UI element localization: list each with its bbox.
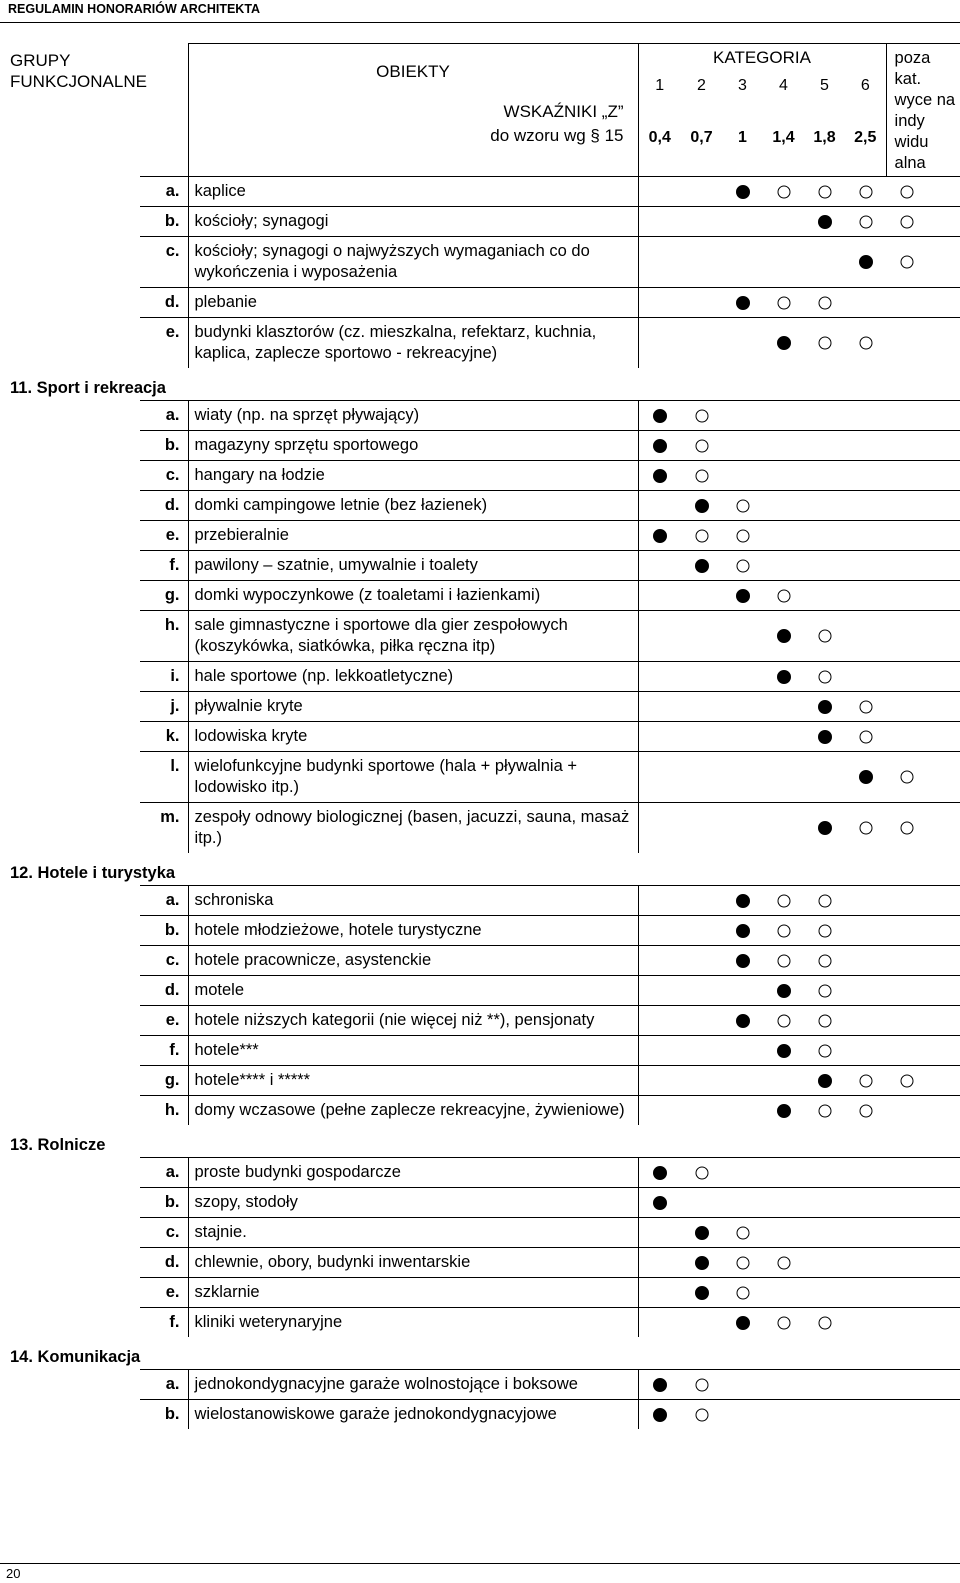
category-number-2: 2 <box>697 77 706 94</box>
item-letter: g. <box>140 1066 188 1096</box>
category-marks-cell <box>638 288 960 318</box>
objects-header: OBIEKTY <box>188 44 638 101</box>
open-circle-icon <box>777 894 790 907</box>
item-letter: h. <box>140 1096 188 1126</box>
group-column-spacer <box>0 662 140 692</box>
category-number-5: 5 <box>820 77 829 94</box>
category-number-4: 4 <box>779 77 788 94</box>
object-row <box>0 431 960 461</box>
group-column-spacer <box>0 803 140 854</box>
open-circle-icon <box>777 589 790 602</box>
object-row <box>0 976 960 1006</box>
open-circle-icon <box>818 1044 831 1057</box>
open-circle-icon <box>859 1104 872 1117</box>
indicator-value-2: 0,7 <box>690 129 713 146</box>
object-description: hale sportowe (np. lekkoatletyczne) <box>188 662 638 692</box>
open-circle-icon <box>818 670 831 683</box>
object-description: hotele niższych kategorii (nie więcej niż **), pensjonaty <box>188 1006 638 1036</box>
object-description: kościoły; synagogi o najwyższych wymaganiach co do wykończenia i wyposażenia <box>188 237 638 288</box>
object-row <box>0 1218 960 1248</box>
open-circle-icon <box>695 1166 708 1179</box>
object-description: zespoły odnowy biologicznej (basen, jacuzzi, sauna, masaż itp.) <box>188 803 638 854</box>
category-marks-cell <box>638 946 960 976</box>
open-circle-icon <box>859 185 872 198</box>
object-description: pawilony – szatnie, umywalnie i toalety <box>188 551 638 581</box>
item-letter: e. <box>140 318 188 369</box>
open-circle-icon <box>818 1104 831 1117</box>
filled-circle-icon <box>818 821 832 835</box>
object-description: kliniki weterynaryjne <box>188 1308 638 1338</box>
category-marks-cell <box>638 752 960 803</box>
group-column-spacer <box>0 946 140 976</box>
group-title: 14. Komunikacja <box>10 1348 141 1366</box>
object-description: chlewnie, obory, budynki inwentarskie <box>188 1248 638 1278</box>
open-circle-icon <box>695 409 708 422</box>
open-circle-icon <box>777 954 790 967</box>
item-letter: d. <box>140 976 188 1006</box>
group-column-spacer <box>0 1308 140 1338</box>
category-marks-cell <box>638 1096 960 1126</box>
object-row <box>0 318 960 369</box>
category-marks-cell <box>638 1188 960 1218</box>
filled-circle-icon <box>818 730 832 744</box>
filled-circle-icon <box>777 1104 791 1118</box>
open-circle-icon <box>900 256 913 269</box>
indicator-value-4: 1,4 <box>772 129 795 146</box>
page-number: 20 <box>6 1566 21 1581</box>
open-circle-icon <box>900 822 913 835</box>
group-column-spacer <box>0 1400 140 1430</box>
open-circle-icon <box>900 185 913 198</box>
group-column-spacer <box>0 521 140 551</box>
filled-circle-icon <box>777 629 791 643</box>
open-circle-icon <box>777 924 790 937</box>
object-row <box>0 916 960 946</box>
category-marks-cell <box>638 803 960 854</box>
group-column-spacer <box>0 461 140 491</box>
open-circle-icon <box>818 894 831 907</box>
category-marks-cell <box>638 401 960 431</box>
group-column-spacer <box>0 288 140 318</box>
item-letter: f. <box>140 551 188 581</box>
open-circle-icon <box>695 469 708 482</box>
category-marks-cell <box>638 207 960 237</box>
object-row <box>0 1036 960 1066</box>
groups-header-line1: GRUPY <box>10 50 71 70</box>
object-row <box>0 1370 960 1400</box>
object-row <box>0 1400 960 1430</box>
group-title-row <box>0 1125 960 1158</box>
object-row <box>0 1066 960 1096</box>
object-row <box>0 401 960 431</box>
group-column-spacer <box>0 551 140 581</box>
group-column-spacer <box>0 1188 140 1218</box>
open-circle-icon <box>900 771 913 784</box>
group-column-spacer <box>0 1006 140 1036</box>
group-column-spacer <box>0 722 140 752</box>
group-title: 11. Sport i rekreacja <box>10 379 166 397</box>
item-letter: e. <box>140 521 188 551</box>
item-letter: e. <box>140 1006 188 1036</box>
object-row <box>0 581 960 611</box>
open-circle-icon <box>777 1014 790 1027</box>
item-letter: j. <box>140 692 188 722</box>
open-circle-icon <box>736 529 749 542</box>
open-circle-icon <box>818 630 831 643</box>
item-letter: c. <box>140 461 188 491</box>
open-circle-icon <box>736 1286 749 1299</box>
object-description: stajnie. <box>188 1218 638 1248</box>
filled-circle-icon <box>736 1316 750 1330</box>
open-circle-icon <box>736 559 749 572</box>
category-marks-cell <box>638 722 960 752</box>
item-letter: b. <box>140 1400 188 1430</box>
category-marks-cell <box>638 1278 960 1308</box>
open-circle-icon <box>818 954 831 967</box>
open-circle-icon <box>736 499 749 512</box>
object-row <box>0 288 960 318</box>
category-marks-cell <box>638 1308 960 1338</box>
filled-circle-icon <box>736 954 750 968</box>
group-column-spacer <box>0 491 140 521</box>
item-letter: d. <box>140 1248 188 1278</box>
open-circle-icon <box>736 1226 749 1239</box>
group-column-spacer <box>0 752 140 803</box>
object-row <box>0 752 960 803</box>
open-circle-icon <box>736 1256 749 1269</box>
group-column-spacer <box>0 207 140 237</box>
object-row <box>0 237 960 288</box>
category-marks-cell <box>638 611 960 662</box>
object-description: hotele*** <box>188 1036 638 1066</box>
item-letter: k. <box>140 722 188 752</box>
object-description: hotele pracownicze, asystenckie <box>188 946 638 976</box>
open-circle-icon <box>859 337 872 350</box>
group-title: 13. Rolnicze <box>10 1136 106 1154</box>
groups-header-line2: FUNKCJONALNE <box>10 71 147 91</box>
item-letter: c. <box>140 946 188 976</box>
indicator-value-3: 1 <box>738 129 747 146</box>
outside-category-header: poza kat. wyce na indy widu alna <box>886 44 960 177</box>
filled-circle-icon <box>818 700 832 714</box>
item-letter: b. <box>140 1188 188 1218</box>
object-row <box>0 662 960 692</box>
item-letter: a. <box>140 886 188 916</box>
category-marks-cell <box>638 521 960 551</box>
filled-circle-icon <box>653 1166 667 1180</box>
open-circle-icon <box>777 1316 790 1329</box>
filled-circle-icon <box>695 499 709 513</box>
item-letter: e. <box>140 1278 188 1308</box>
group-column-spacer <box>0 1036 140 1066</box>
category-marks-cell <box>638 1248 960 1278</box>
object-row <box>0 946 960 976</box>
filled-circle-icon <box>653 469 667 483</box>
group-column-spacer <box>0 1158 140 1188</box>
item-letter: f. <box>140 1036 188 1066</box>
open-circle-icon <box>900 215 913 228</box>
category-marks-cell <box>638 491 960 521</box>
open-circle-icon <box>818 1014 831 1027</box>
object-row <box>0 1158 960 1188</box>
object-row <box>0 722 960 752</box>
group-column-spacer <box>0 401 140 431</box>
group-column-spacer <box>0 318 140 369</box>
document-header: REGULAMIN HONORARIÓW ARCHITEKTA <box>8 2 261 16</box>
groups-header <box>0 44 188 177</box>
group-title-row <box>0 368 960 401</box>
category-marks-cell <box>638 662 960 692</box>
object-description: magazyny sprzętu sportowego <box>188 431 638 461</box>
group-column-spacer <box>0 976 140 1006</box>
filled-circle-icon <box>777 984 791 998</box>
group-column-spacer <box>0 1278 140 1308</box>
filled-circle-icon <box>653 439 667 453</box>
group-column-spacer <box>0 177 140 207</box>
group-column-spacer <box>0 916 140 946</box>
object-description: sale gimnastyczne i sportowe dla gier zespołowych (koszykówka, siatkówka, piłka ręczna itp) <box>188 611 638 662</box>
item-letter: d. <box>140 288 188 318</box>
filled-circle-icon <box>695 1286 709 1300</box>
group-column-spacer <box>0 1248 140 1278</box>
group-column-spacer <box>0 237 140 288</box>
indicator-value-5: 1,8 <box>813 129 836 146</box>
open-circle-icon <box>818 924 831 937</box>
item-letter: c. <box>140 237 188 288</box>
object-row <box>0 1278 960 1308</box>
object-row <box>0 551 960 581</box>
object-description: budynki klasztorów (cz. mieszkalna, refektarz, kuchnia, kaplica, zaplecze sportowo - rekreacyjne) <box>188 318 638 369</box>
object-description: lodowiska kryte <box>188 722 638 752</box>
category-marks-cell <box>638 1218 960 1248</box>
object-description: szopy, stodoły <box>188 1188 638 1218</box>
item-letter: b. <box>140 916 188 946</box>
open-circle-icon <box>777 296 790 309</box>
open-circle-icon <box>859 215 872 228</box>
object-row <box>0 692 960 722</box>
category-marks-cell <box>638 318 960 369</box>
object-row <box>0 207 960 237</box>
object-description: przebieralnie <box>188 521 638 551</box>
filled-circle-icon <box>653 409 667 423</box>
group-column-spacer <box>0 1218 140 1248</box>
item-letter: m. <box>140 803 188 854</box>
indicators-header-line1: WSKAŹNIKI „Z” <box>503 102 624 121</box>
group-column-spacer <box>0 1370 140 1400</box>
group-column-spacer <box>0 581 140 611</box>
item-letter: a. <box>140 1370 188 1400</box>
filled-circle-icon <box>859 255 873 269</box>
open-circle-icon <box>818 1316 831 1329</box>
object-row <box>0 803 960 854</box>
group-column-spacer <box>0 1066 140 1096</box>
object-row <box>0 521 960 551</box>
item-letter: h. <box>140 611 188 662</box>
object-row <box>0 1096 960 1126</box>
object-description: domki wypoczynkowe (z toaletami i łazienkami) <box>188 581 638 611</box>
object-description: motele <box>188 976 638 1006</box>
filled-circle-icon <box>818 1074 832 1088</box>
object-description: wiaty (np. na sprzęt pływający) <box>188 401 638 431</box>
open-circle-icon <box>859 700 872 713</box>
item-letter: b. <box>140 207 188 237</box>
object-description: pływalnie kryte <box>188 692 638 722</box>
category-marks-cell <box>638 1400 960 1430</box>
open-circle-icon <box>695 1378 708 1391</box>
open-circle-icon <box>859 822 872 835</box>
fee-category-table <box>0 43 960 1429</box>
fee-category-table-wrap <box>0 43 960 1429</box>
object-row <box>0 491 960 521</box>
open-circle-icon <box>777 185 790 198</box>
item-letter: c. <box>140 1218 188 1248</box>
filled-circle-icon <box>736 185 750 199</box>
indicator-value-1: 0,4 <box>638 100 681 177</box>
object-row <box>0 611 960 662</box>
filled-circle-icon <box>736 589 750 603</box>
category-marks-cell <box>638 431 960 461</box>
item-letter: i. <box>140 662 188 692</box>
group-column-spacer <box>0 431 140 461</box>
filled-circle-icon <box>736 1014 750 1028</box>
object-description: plebanie <box>188 288 638 318</box>
filled-circle-icon <box>695 1226 709 1240</box>
open-circle-icon <box>818 185 831 198</box>
group-column-spacer <box>0 611 140 662</box>
category-marks-cell <box>638 551 960 581</box>
item-letter: a. <box>140 177 188 207</box>
object-description: proste budynki gospodarcze <box>188 1158 638 1188</box>
indicator-value-6: 2,5 <box>854 129 877 146</box>
object-row <box>0 1188 960 1218</box>
group-title-row <box>0 853 960 886</box>
group-column-spacer <box>0 692 140 722</box>
footer-rule <box>0 1563 960 1564</box>
table-body <box>0 177 960 1430</box>
item-letter: l. <box>140 752 188 803</box>
filled-circle-icon <box>653 1196 667 1210</box>
open-circle-icon <box>859 1074 872 1087</box>
item-letter: g. <box>140 581 188 611</box>
category-number-3: 3 <box>738 77 747 94</box>
filled-circle-icon <box>818 215 832 229</box>
object-description: jednokondygnacyjne garaże wolnostojące i boksowe <box>188 1370 638 1400</box>
object-description: wielofunkcyjne budynki sportowe (hala + pływalnia + lodowisko itp.) <box>188 752 638 803</box>
category-marks-cell <box>638 1006 960 1036</box>
category-marks-cell <box>638 886 960 916</box>
filled-circle-icon <box>859 770 873 784</box>
open-circle-icon <box>695 439 708 452</box>
open-circle-icon <box>695 529 708 542</box>
category-marks-cell <box>638 1036 960 1066</box>
open-circle-icon <box>695 1408 708 1421</box>
object-description: szklarnie <box>188 1278 638 1308</box>
filled-circle-icon <box>777 670 791 684</box>
category-number-1: 1 <box>638 72 681 100</box>
item-letter: a. <box>140 1158 188 1188</box>
open-circle-icon <box>818 296 831 309</box>
object-row <box>0 1308 960 1338</box>
object-description: kościoły; synagogi <box>188 207 638 237</box>
filled-circle-icon <box>695 559 709 573</box>
object-description: wielostanowiskowe garaże jednokondygnacyjowe <box>188 1400 638 1430</box>
filled-circle-icon <box>736 924 750 938</box>
object-description: schroniska <box>188 886 638 916</box>
category-marks-cell <box>638 976 960 1006</box>
category-marks-cell <box>638 581 960 611</box>
object-description: hotele młodzieżowe, hotele turystyczne <box>188 916 638 946</box>
object-row <box>0 1006 960 1036</box>
filled-circle-icon <box>736 296 750 310</box>
category-marks-cell <box>638 1158 960 1188</box>
category-number-6: 6 <box>860 77 870 94</box>
indicators-header-line2: do wzoru wg § 15 <box>490 126 624 145</box>
object-description: domki campingowe letnie (bez łazienek) <box>188 491 638 521</box>
object-row <box>0 1248 960 1278</box>
indicators-header <box>188 100 638 177</box>
filled-circle-icon <box>653 1378 667 1392</box>
item-letter: b. <box>140 431 188 461</box>
category-marks-cell <box>638 916 960 946</box>
category-header: KATEGORIA <box>638 44 886 73</box>
open-circle-icon <box>900 1074 913 1087</box>
category-marks-cell <box>638 692 960 722</box>
filled-circle-icon <box>736 894 750 908</box>
filled-circle-icon <box>653 529 667 543</box>
open-circle-icon <box>818 984 831 997</box>
filled-circle-icon <box>653 1408 667 1422</box>
item-letter: f. <box>140 1308 188 1338</box>
object-row <box>0 886 960 916</box>
object-description: domy wczasowe (pełne zaplecze rekreacyjne, żywieniowe) <box>188 1096 638 1126</box>
filled-circle-icon <box>777 1044 791 1058</box>
filled-circle-icon <box>777 336 791 350</box>
group-column-spacer <box>0 1096 140 1126</box>
open-circle-icon <box>859 730 872 743</box>
category-marks-cell <box>638 177 960 207</box>
category-marks-cell <box>638 461 960 491</box>
object-description: hotele**** i ***** <box>188 1066 638 1096</box>
object-description: hangary na łodzie <box>188 461 638 491</box>
category-marks-cell <box>638 1066 960 1096</box>
group-column-spacer <box>0 886 140 916</box>
item-letter: a. <box>140 401 188 431</box>
category-marks-cell <box>638 237 960 288</box>
group-title: 12. Hotele i turystyka <box>10 864 176 882</box>
header-row-1 <box>0 44 960 73</box>
object-description: kaplice <box>188 177 638 207</box>
header-rule <box>0 22 960 23</box>
object-row <box>0 461 960 491</box>
category-marks-cell <box>638 1370 960 1400</box>
object-row <box>0 177 960 207</box>
open-circle-icon <box>818 337 831 350</box>
group-title-row <box>0 1337 960 1370</box>
filled-circle-icon <box>695 1256 709 1270</box>
item-letter: d. <box>140 491 188 521</box>
open-circle-icon <box>777 1256 790 1269</box>
